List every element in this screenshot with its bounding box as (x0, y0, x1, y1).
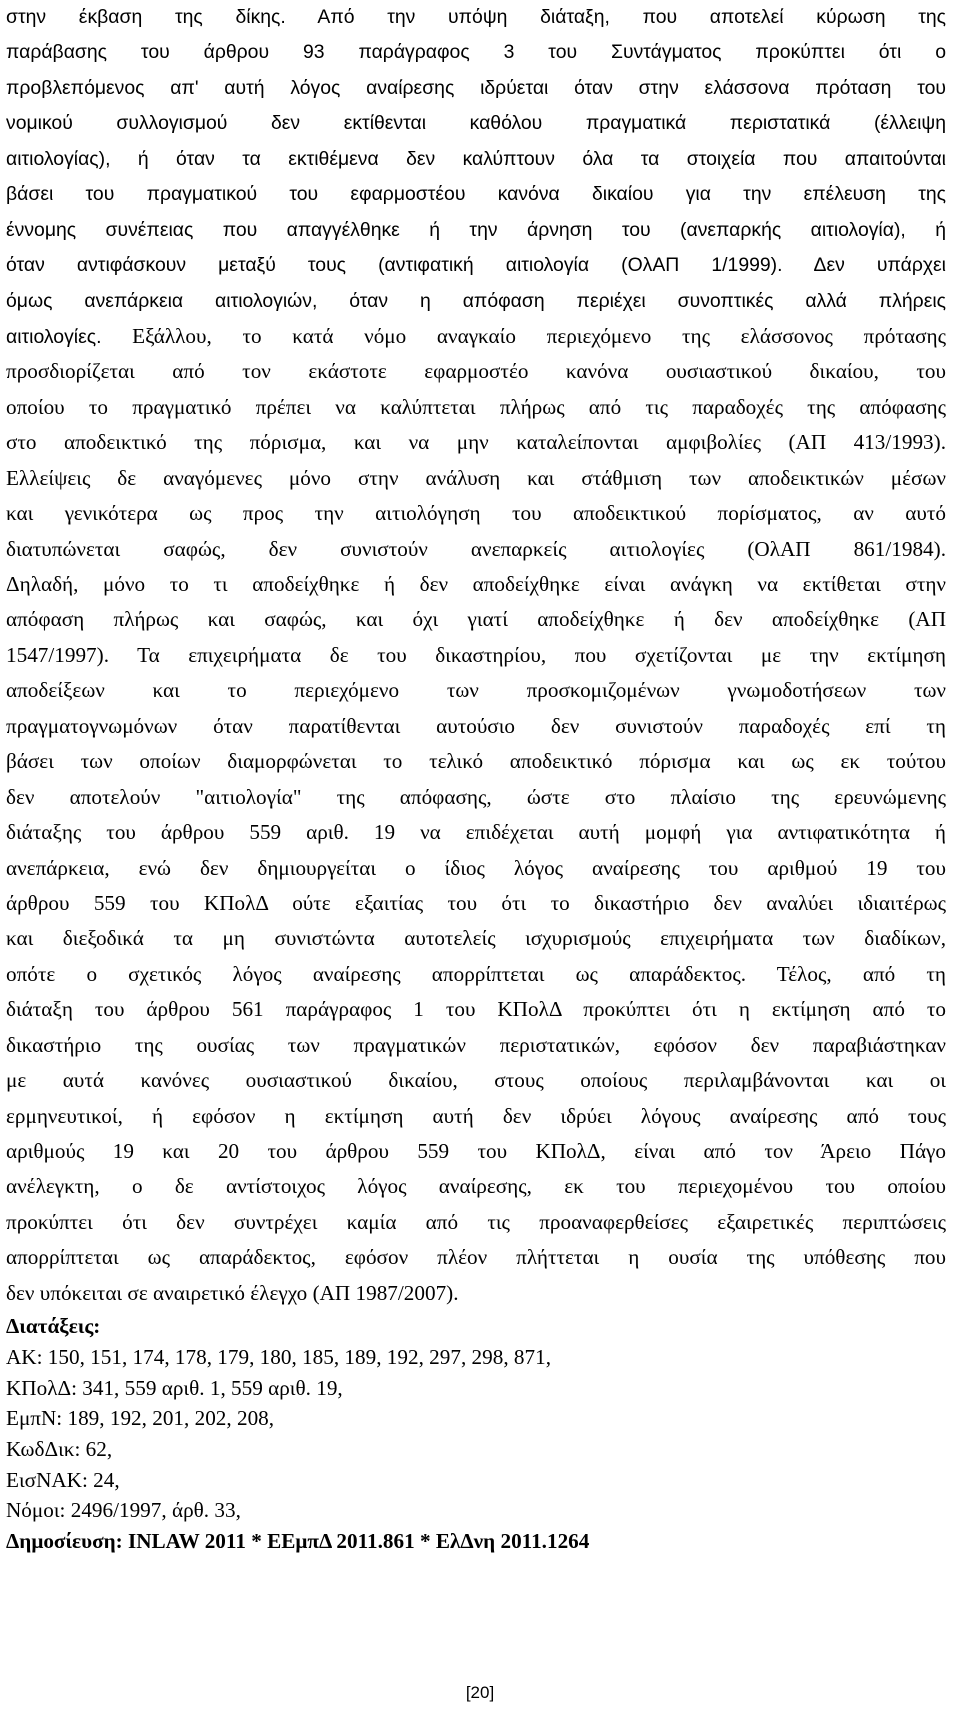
text-line: και διεξοδικά τα μη συνιστώντα αυτοτελείς ισχυρισμούς επιχειρήματα των διαδίκων, (6, 926, 946, 951)
text-line: έννομης συνέπειας που απαγγέλθηκε ή την άρνηση του (ανεπαρκής αιτιολογία), ή (6, 218, 946, 241)
provisions-section (6, 1311, 946, 1526)
publication-line: Δημοσίευση: INLAW 2011 * ΕΕμπΔ 2011.861 * ΕλΔνη 2011.1264 (6, 1529, 590, 1553)
text-line: ανέλεγκτη, ο δε αντίστοιχος λόγος αναίρεσης, εκ του περιεχομένου του οποίου (6, 1174, 946, 1199)
text-line: προκύπτει ότι δεν συντρέχει καμία από τις προαναφερθείσες εξαιρετικές περιπτώσεις (6, 1209, 946, 1234)
text-line: παράβασης του άρθρου 93 παράγραφος 3 του Συντάγματος προκύπτει ότι ο (6, 41, 946, 64)
text-line: αιτιολογίας), ή όταν τα εκτιθέμενα δεν καλύπτουν όλα τα στοιχεία που απαιτούνται (6, 147, 946, 170)
text-line: απόφαση πλήρως και σαφώς, και όχι γιατί αποδείχθηκε ή δεν αποδείχθηκε (ΑΠ (6, 607, 946, 632)
text-line: 1547/1997). Τα επιχειρήματα δε του δικαστηρίου, που σχετίζονται με την εκτίμηση (6, 642, 946, 667)
page-number: [20] (465, 1683, 495, 1702)
provisions-line-laws: Νόμοι: 2496/1997, άρθ. 33, (6, 1498, 241, 1523)
text-line: ερμηνευτικοί, ή εφόσον η εκτίμηση αυτή δεν ιδρύει λόγους αναίρεσης από τους (6, 1103, 946, 1128)
text-line: βάσει του πραγματικού του εφαρμοστέου κανόνα δικαίου για την επέλευση της (6, 183, 946, 206)
text-line: προβλεπόμενος απ' αυτή λόγος αναίρεσης ιδρύεται όταν στην ελάσσονα πρόταση του (6, 76, 946, 99)
text-line: διάταξη του άρθρου 561 παράγραφος 1 του ΚΠολΔ προκύπτει ότι η εκτίμηση από το (6, 997, 946, 1022)
text-line: με αυτά κανόνες ουσιαστικού δικαίου, στους οποίους περιλαμβάνονται και οι (6, 1068, 946, 1093)
provisions-line-empn: ΕμπΝ: 189, 192, 201, 202, 208, (6, 1406, 275, 1431)
text-line: αριθμούς 19 και 20 του άρθρου 559 του ΚΠολΔ, είναι από τον Άρειο Πάγο (6, 1139, 946, 1163)
text-fragment: αιτιολογίες. (6, 325, 102, 348)
text-line (6, 319, 946, 354)
text-line: στο αποδεικτικό της πόρισμα, και να μην καταλείπονται αμφιβολίες (ΑΠ 413/1993). (6, 430, 946, 455)
body-paragraph (6, 0, 946, 1311)
text-line: στην έκβαση της δίκης. Από την υπόψη διάταξη, που αποτελεί κύρωση της (6, 6, 946, 28)
document-page (6, 0, 946, 1557)
text-line: όταν αντιφάσκουν μεταξύ τους (αντιφατική αιτιολογία (ΟλΑΠ 1/1999). Δεν υπάρχει (6, 254, 946, 277)
text-line: και γενικότερα ως προς την αιτιολόγηση του αποδεικτικού πορίσματος, αν αυτό (6, 501, 946, 526)
text-line: διατυπώνεται σαφώς, δεν συνιστούν ανεπαρκείς αιτιολογίες (ΟλΑΠ 861/1984). (6, 536, 946, 561)
text-line: δεν υπόκειται σε αναιρετικό έλεγχο (ΑΠ 1987/2007). (6, 1280, 459, 1305)
text-fragment: Εξάλλου, το κατά νόμο αναγκαίο περιεχόμενο της ελάσσονος πρότασης (101, 323, 946, 348)
provisions-heading: Διατάξεις: (6, 1314, 101, 1339)
text-line: διάταξης του άρθρου 559 αριθ. 19 να επιδέχεται αυτή μομφή για αντιφατικότητα ή (6, 820, 946, 845)
text-line: Ελλείψεις δε αναγόμενες μόνο στην ανάλυση και στάθμιση των αποδεικτικών μέσων (6, 465, 946, 490)
text-line: οποίου το πραγματικό πρέπει να καλύπτεται πλήρως από τις παραδοχές της απόφασης (6, 394, 946, 419)
provisions-line-eisnak: ΕισΝΑΚ: 24, (6, 1467, 120, 1492)
text-line: αποδείξεων και το περιεχόμενο των προσκομιζομένων γνωμοδοτήσεων των (6, 678, 946, 703)
text-line: άρθρου 559 του ΚΠολΔ ούτε εξαιτίας του ότι το δικαστήριο δεν αναλύει ιδιαιτέρως (6, 890, 946, 915)
text-line: απορρίπτεται ως απαράδεκτος, εφόσον πλέον πλήττεται η ουσία της υπόθεσης που (6, 1245, 946, 1270)
text-line: προσδιορίζεται από τον εκάστοτε εφαρμοστέο κανόνα ουσιαστικού δικαίου, του (6, 359, 946, 384)
provisions-line-kodik: ΚωδΔικ: 62, (6, 1436, 113, 1461)
text-line: δικαστήριο της ουσίας των πραγματικών περιστατικών, εφόσον δεν παραβιάστηκαν (6, 1032, 946, 1057)
text-line: οπότε ο σχετικός λόγος αναίρεσης απορρίπτεται ως απαράδεκτος. Τέλος, από τη (6, 961, 946, 986)
text-line: όμως ανεπάρκεια αιτιολογιών, όταν η απόφαση περιέχει συνοπτικές αλλά πλήρεις (6, 289, 946, 312)
text-line: δεν αποτελούν "αιτιολογία" της απόφασης, ώστε στο πλαίσιο της ερευνώμενης (6, 784, 946, 809)
text-line: ανεπάρκεια, ενώ δεν δημιουργείται ο ίδιος λόγος αναίρεσης του αριθμού 19 του (6, 855, 946, 880)
text-line: Δηλαδή, μόνο το τι αποδείχθηκε ή δεν αποδείχθηκε είναι ανάγκη να εκτίθεται στην (6, 572, 946, 596)
provisions-line-ak: ΑΚ: 150, 151, 174, 178, 179, 180, 185, 189, 192, 297, 298, 871, (6, 1344, 551, 1369)
provisions-line-kpold: ΚΠολΔ: 341, 559 αριθ. 1, 559 αριθ. 19, (6, 1375, 343, 1400)
text-line: βάσει των οποίων διαμορφώνεται το τελικό αποδεικτικό πόρισμα και ως εκ τούτου (6, 749, 946, 774)
text-line: νομικού συλλογισμού δεν εκτίθενται καθόλου πραγματικά περιστατικά (έλλειψη (6, 112, 946, 135)
text-line: πραγματογνωμόνων όταν παρατίθενται αυτούσιο δεν συνιστούν παραδοχές επί τη (6, 713, 946, 738)
